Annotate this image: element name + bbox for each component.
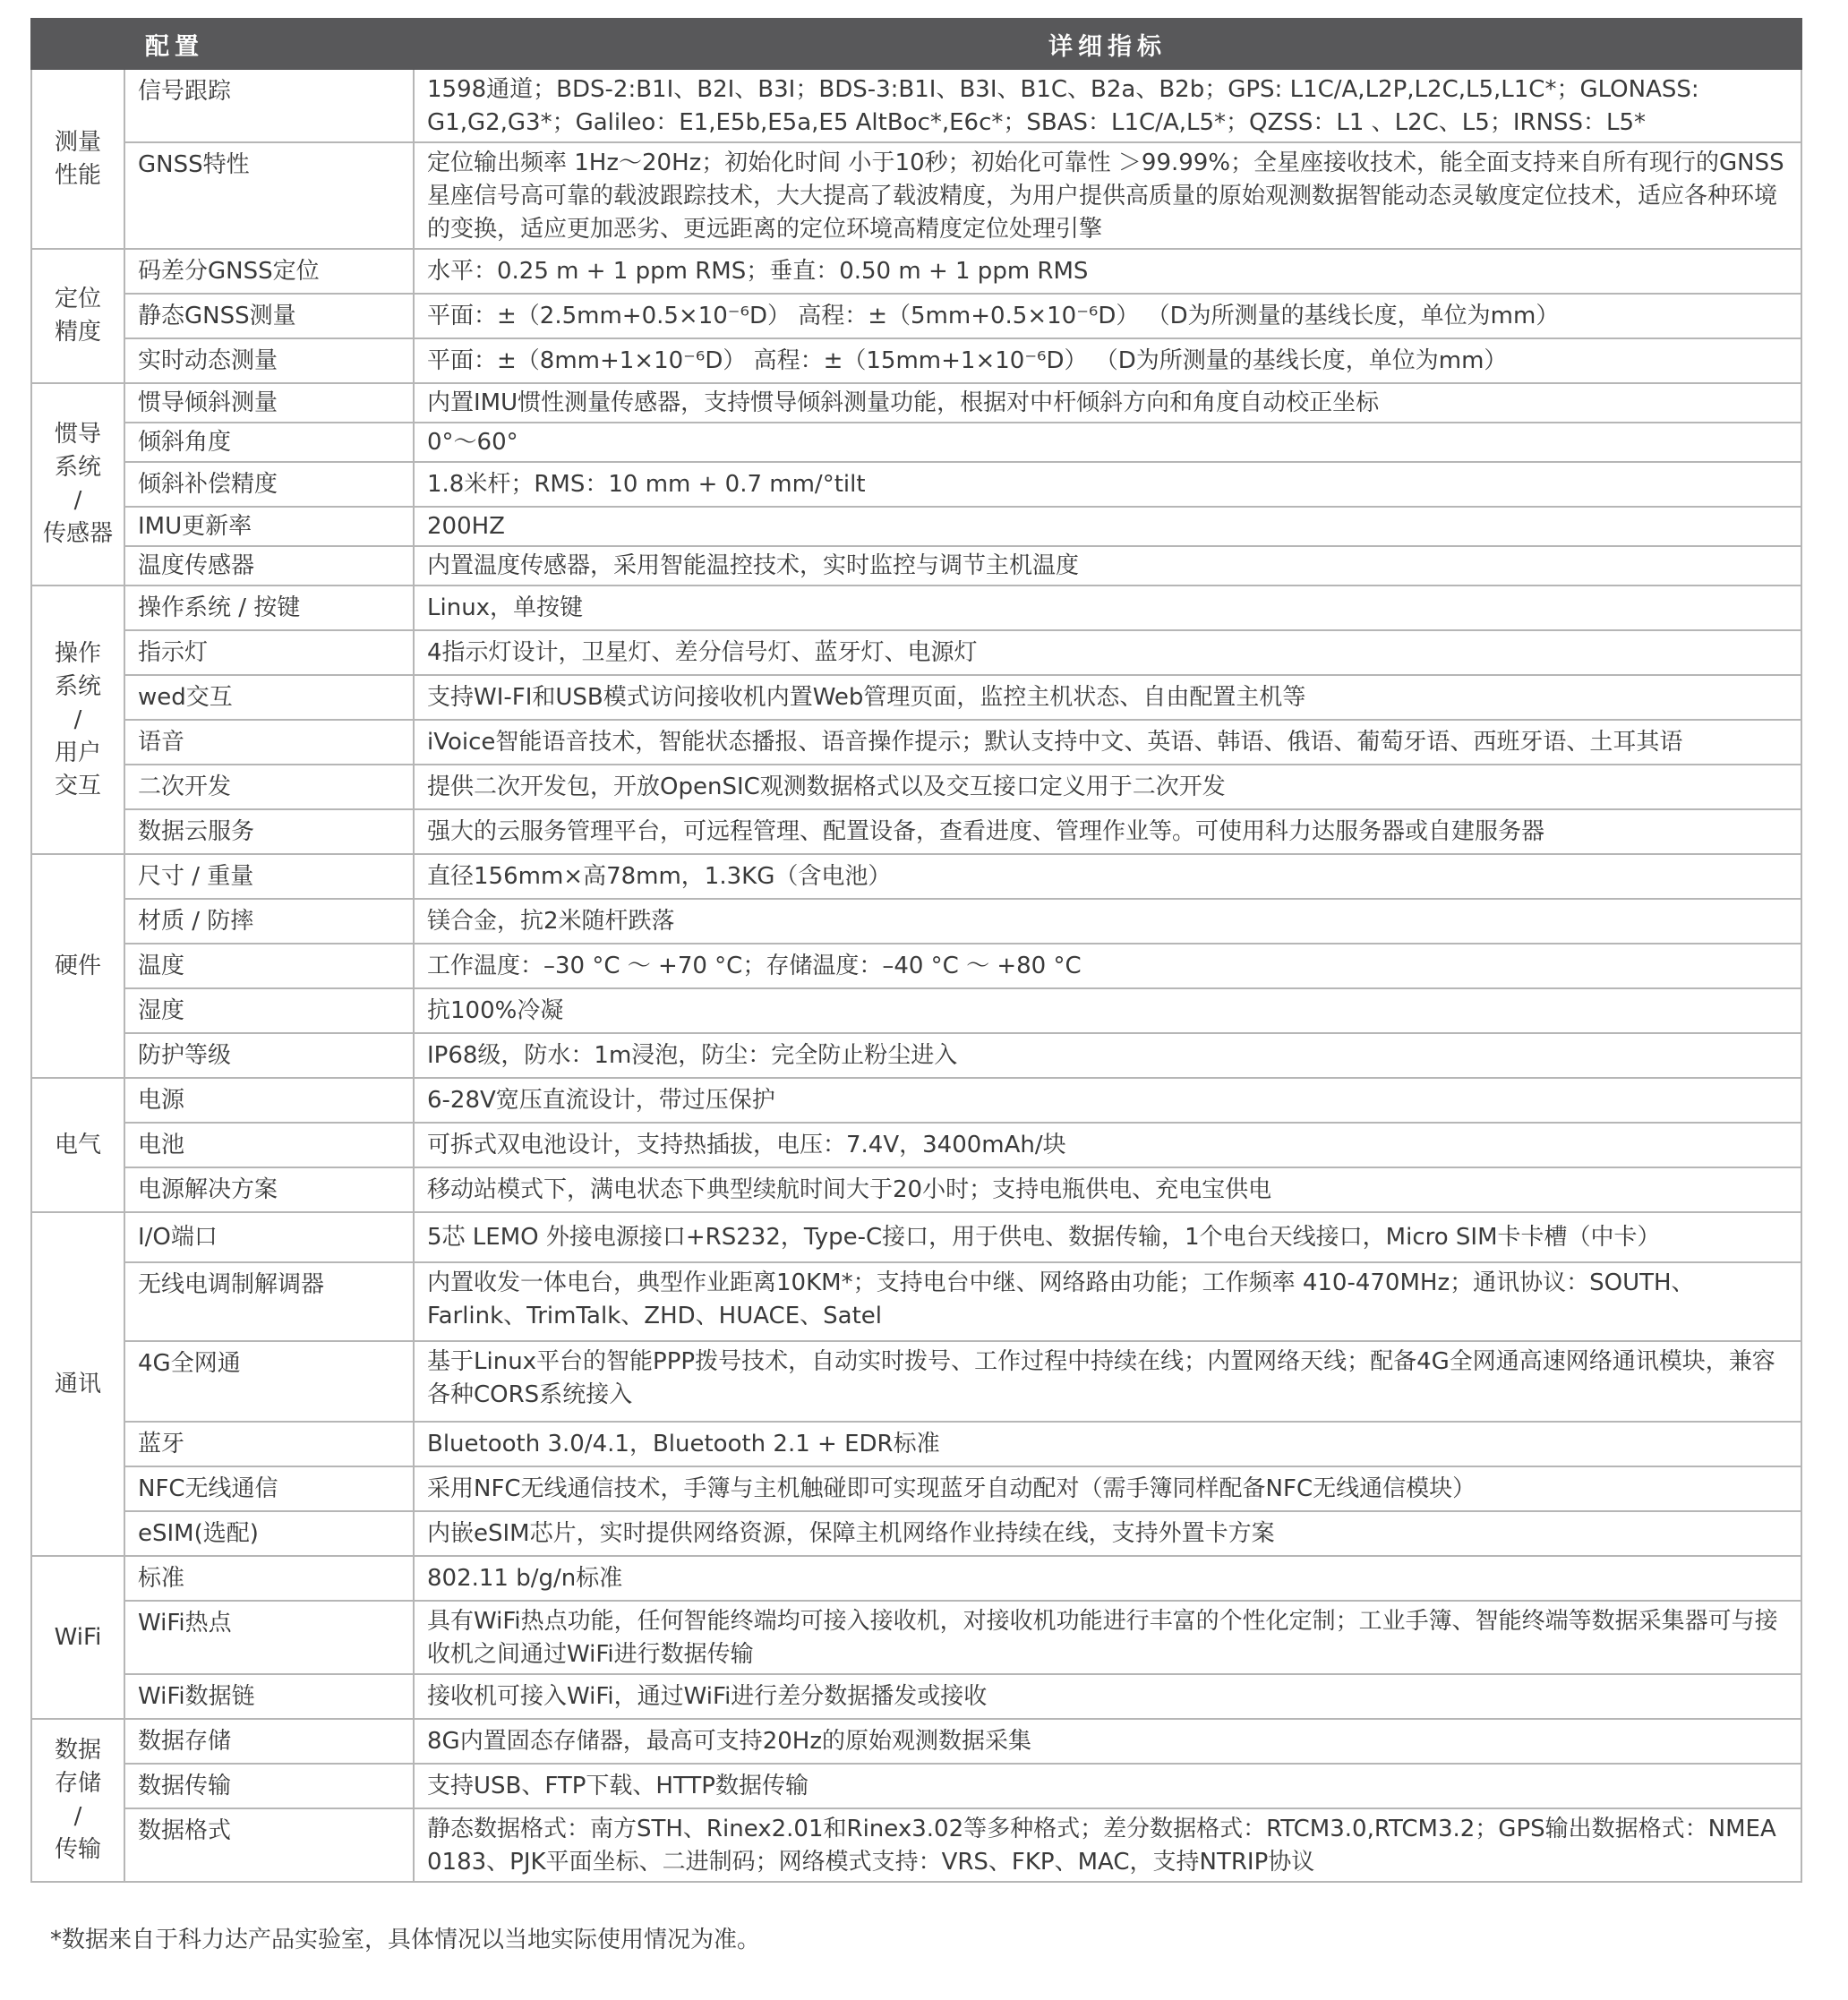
spec-name-cell: WiFi热点 — [124, 1601, 414, 1674]
spec-name-cell: wed交互 — [124, 675, 414, 720]
spec-value-cell: 802.11 b/g/n标准 — [414, 1556, 1801, 1601]
table-row — [31, 1511, 1801, 1556]
spec-name-cell: I/O端口 — [124, 1212, 414, 1262]
spec-name-cell: 倾斜补偿精度 — [124, 462, 414, 507]
table-row — [31, 462, 1801, 507]
header-details: 详细指标 — [414, 19, 1801, 69]
spec-value-cell: 200HZ — [414, 507, 1801, 546]
table-row — [31, 720, 1801, 765]
table-row — [31, 1556, 1801, 1601]
spec-name-cell: 码差分GNSS定位 — [124, 249, 414, 294]
spec-value-cell: 平面：±（8mm+1×10⁻⁶D） 高程：±（15mm+1×10⁻⁶D） （D为所测量的基线长度，单位为mm） — [414, 338, 1801, 383]
spec-value-cell: Bluetooth 3.0/4.1，Bluetooth 2.1 + EDR标准 — [414, 1422, 1801, 1466]
spec-value-cell: 具有WiFi热点功能，任何智能终端均可接入接收机，对接收机功能进行丰富的个性化定制；工业手簿、智能终端等数据采集器可与接收机之间通过WiFi进行数据传输 — [414, 1601, 1801, 1674]
spec-value-cell: 1598通道；BDS-2:B1I、B2I、B3I；BDS-3:B1I、B3I、B1C、B2a、B2b；GPS: L1C/A,L2P,L2C,L5,L1C*；GLONASS: G1,G2,G3*；Galileo：E1,E5b,E5a,E5 AltBoc*,E6c*；SBAS：L1C/A,L5*；QZSS：L1 、L2C、L5；IRNSS：L5* — [414, 69, 1801, 142]
table-row — [31, 383, 1801, 423]
category-cell: 操作 系统 / 用户 交互 — [31, 585, 124, 854]
spec-value-cell: 提供二次开发包，开放OpenSIC观测数据格式以及交互接口定义用于二次开发 — [414, 765, 1801, 809]
spec-value-cell: 0°～60° — [414, 423, 1801, 462]
table-row — [31, 988, 1801, 1033]
spec-value-cell: IP68级，防水：1m浸泡，防尘：完全防止粉尘进入 — [414, 1033, 1801, 1078]
header-config: 配置 — [31, 19, 414, 69]
category-cell: 电气 — [31, 1078, 124, 1212]
spec-value-cell: 定位输出频率 1Hz～20Hz；初始化时间 小于10秒；初始化可靠性 ＞99.99%；全星座接收技术，能全面支持来自所有现行的GNSS星座信号高可靠的载波跟踪技术，大大提高了载波精度，为用户提供高质量的原始观测数据智能动态灵敏度定位技术，适应各种环境的变换，适应更加恶劣、更远距离的定位环境高精度定位处理引擎 — [414, 142, 1801, 249]
table-row — [31, 142, 1801, 249]
spec-value-cell: 内嵌eSIM芯片，实时提供网络资源，保障主机网络作业持续在线，支持外置卡方案 — [414, 1511, 1801, 1556]
spec-body — [31, 69, 1801, 1882]
spec-name-cell: 电池 — [124, 1123, 414, 1167]
table-row — [31, 1719, 1801, 1764]
spec-value-cell: 8G内置固态存储器，最高可支持20Hz的原始观测数据采集 — [414, 1719, 1801, 1764]
spec-value-cell: 5芯 LEMO 外接电源接口+RS232，Type-C接口，用于供电、数据传输，1个电台天线接口，Micro SIM卡卡槽（中卡） — [414, 1212, 1801, 1262]
table-row — [31, 630, 1801, 675]
spec-value-cell: 静态数据格式：南方STH、Rinex2.01和Rinex3.02等多种格式；差分数据格式：RTCM3.0,RTCM3.2；GPS输出数据格式：NMEA 0183、PJK平面坐标、二进制码；网络模式支持：VRS、FKP、MAC，支持NTRIP协议 — [414, 1808, 1801, 1882]
spec-value-cell: 抗100%冷凝 — [414, 988, 1801, 1033]
category-cell: 惯导 系统 / 传感器 — [31, 383, 124, 585]
spec-name-cell: 倾斜角度 — [124, 423, 414, 462]
spec-name-cell: 二次开发 — [124, 765, 414, 809]
spec-name-cell: 温度 — [124, 944, 414, 988]
spec-value-cell: 水平：0.25 m + 1 ppm RMS；垂直：0.50 m + 1 ppm RMS — [414, 249, 1801, 294]
spec-name-cell: 电源解决方案 — [124, 1167, 414, 1212]
spec-value-cell: 内置温度传感器，采用智能温控技术，实时监控与调节主机温度 — [414, 546, 1801, 585]
spec-value-cell: 采用NFC无线通信技术，手簿与主机触碰即可实现蓝牙自动配对（需手簿同样配备NFC无线通信模块） — [414, 1466, 1801, 1511]
spec-value-cell: 4指示灯设计，卫星灯、差分信号灯、蓝牙灯、电源灯 — [414, 630, 1801, 675]
spec-value-cell: 移动站模式下，满电状态下典型续航时间大于20小时；支持电瓶供电、充电宝供电 — [414, 1167, 1801, 1212]
footnote: *数据来自于科力达产品实验室，具体情况以当地实际使用情况为准。 — [50, 1927, 761, 1953]
spec-name-cell: 信号跟踪 — [124, 69, 414, 142]
spec-name-cell: 数据云服务 — [124, 809, 414, 854]
spec-name-cell: 指示灯 — [124, 630, 414, 675]
spec-name-cell: 尺寸 / 重量 — [124, 854, 414, 899]
table-row — [31, 546, 1801, 585]
spec-value-cell: 支持WI-FI和USB模式访问接收机内置Web管理页面，监控主机状态、自由配置主机等 — [414, 675, 1801, 720]
spec-name-cell: IMU更新率 — [124, 507, 414, 546]
table-row — [31, 1674, 1801, 1719]
spec-name-cell: 语音 — [124, 720, 414, 765]
spec-name-cell: 静态GNSS测量 — [124, 294, 414, 338]
category-cell: 定位 精度 — [31, 249, 124, 383]
spec-value-cell: 平面：±（2.5mm+0.5×10⁻⁶D） 高程：±（5mm+0.5×10⁻⁶D） （D为所测量的基线长度，单位为mm） — [414, 294, 1801, 338]
table-row — [31, 675, 1801, 720]
spec-name-cell: 蓝牙 — [124, 1422, 414, 1466]
spec-value-cell: 基于Linux平台的智能PPP拨号技术，自动实时拨号、工作过程中持续在线；内置网络天线；配备4G全网通高速网络通讯模块，兼容各种CORS系统接入 — [414, 1341, 1801, 1422]
spec-name-cell: 数据存储 — [124, 1719, 414, 1764]
spec-name-cell: 数据格式 — [124, 1808, 414, 1882]
table-row — [31, 1466, 1801, 1511]
spec-value-cell: iVoice智能语音技术，智能状态播报、语音操作提示；默认支持中文、英语、韩语、俄语、葡萄牙语、西班牙语、土耳其语 — [414, 720, 1801, 765]
spec-name-cell: 惯导倾斜测量 — [124, 383, 414, 423]
table-row — [31, 1212, 1801, 1262]
spec-name-cell: 操作系统 / 按键 — [124, 585, 414, 630]
spec-name-cell: GNSS特性 — [124, 142, 414, 249]
table-row — [31, 69, 1801, 142]
spec-value-cell: 内置IMU惯性测量传感器，支持惯导倾斜测量功能，根据对中杆倾斜方向和角度自动校正坐标 — [414, 383, 1801, 423]
category-cell: 通讯 — [31, 1212, 124, 1556]
table-row — [31, 249, 1801, 294]
spec-value-cell: 工作温度：–30 °C ～ +70 °C；存储温度：–40 °C ～ +80 °C — [414, 944, 1801, 988]
spec-value-cell: 可拆式双电池设计，支持热插拔，电压：7.4V，3400mAh/块 — [414, 1123, 1801, 1167]
spec-name-cell: 材质 / 防摔 — [124, 899, 414, 944]
table-row — [31, 1422, 1801, 1466]
category-cell: 数据 存储 / 传输 — [31, 1719, 124, 1882]
spec-name-cell: 温度传感器 — [124, 546, 414, 585]
spec-name-cell: 4G全网通 — [124, 1341, 414, 1422]
spec-value-cell: 直径156mm×高78mm，1.3KG（含电池） — [414, 854, 1801, 899]
table-row — [31, 765, 1801, 809]
category-cell: WiFi — [31, 1556, 124, 1719]
table-row — [31, 1167, 1801, 1212]
table-row — [31, 1764, 1801, 1808]
spec-value-cell: 内置收发一体电台，典型作业距离10KM*；支持电台中继、网络路由功能；工作频率 410-470MHz；通讯协议：SOUTH、Farlink、TrimTalk、ZHD、HUACE、Satel — [414, 1262, 1801, 1341]
table-row — [31, 294, 1801, 338]
category-cell: 硬件 — [31, 854, 124, 1078]
table-row — [31, 1601, 1801, 1674]
spec-name-cell: 电源 — [124, 1078, 414, 1123]
spec-value-cell: 接收机可接入WiFi，通过WiFi进行差分数据播发或接收 — [414, 1674, 1801, 1719]
table-row — [31, 899, 1801, 944]
table-row — [31, 423, 1801, 462]
table-row — [31, 854, 1801, 899]
spec-value-cell: Linux，单按键 — [414, 585, 1801, 630]
table-row — [31, 1123, 1801, 1167]
spec-name-cell: NFC无线通信 — [124, 1466, 414, 1511]
table-row — [31, 338, 1801, 383]
table-row — [31, 1262, 1801, 1341]
spec-name-cell: 实时动态测量 — [124, 338, 414, 383]
table-row — [31, 944, 1801, 988]
spec-value-cell: 强大的云服务管理平台，可远程管理、配置设备，查看进度、管理作业等。可使用科力达服务器或自建服务器 — [414, 809, 1801, 854]
spec-name-cell: 数据传输 — [124, 1764, 414, 1808]
table-row — [31, 507, 1801, 546]
spec-value-cell: 镁合金，抗2米随杆跌落 — [414, 899, 1801, 944]
spec-name-cell: 防护等级 — [124, 1033, 414, 1078]
spec-name-cell: 标准 — [124, 1556, 414, 1601]
table-row — [31, 1078, 1801, 1123]
spec-name-cell: WiFi数据链 — [124, 1674, 414, 1719]
table-row — [31, 1341, 1801, 1422]
table-row — [31, 1033, 1801, 1078]
category-cell: 测量 性能 — [31, 69, 124, 249]
spec-value-cell: 支持USB、FTP下载、HTTP数据传输 — [414, 1764, 1801, 1808]
table-header-row — [31, 19, 1801, 69]
table-row — [31, 585, 1801, 630]
spec-name-cell: 湿度 — [124, 988, 414, 1033]
table-row — [31, 1808, 1801, 1882]
spec-value-cell: 1.8米杆；RMS：10 mm + 0.7 mm/°tilt — [414, 462, 1801, 507]
spec-name-cell: 无线电调制解调器 — [124, 1262, 414, 1341]
spec-name-cell: eSIM(选配) — [124, 1511, 414, 1556]
table-row — [31, 809, 1801, 854]
spec-table — [30, 18, 1802, 1883]
spec-value-cell: 6-28V宽压直流设计，带过压保护 — [414, 1078, 1801, 1123]
